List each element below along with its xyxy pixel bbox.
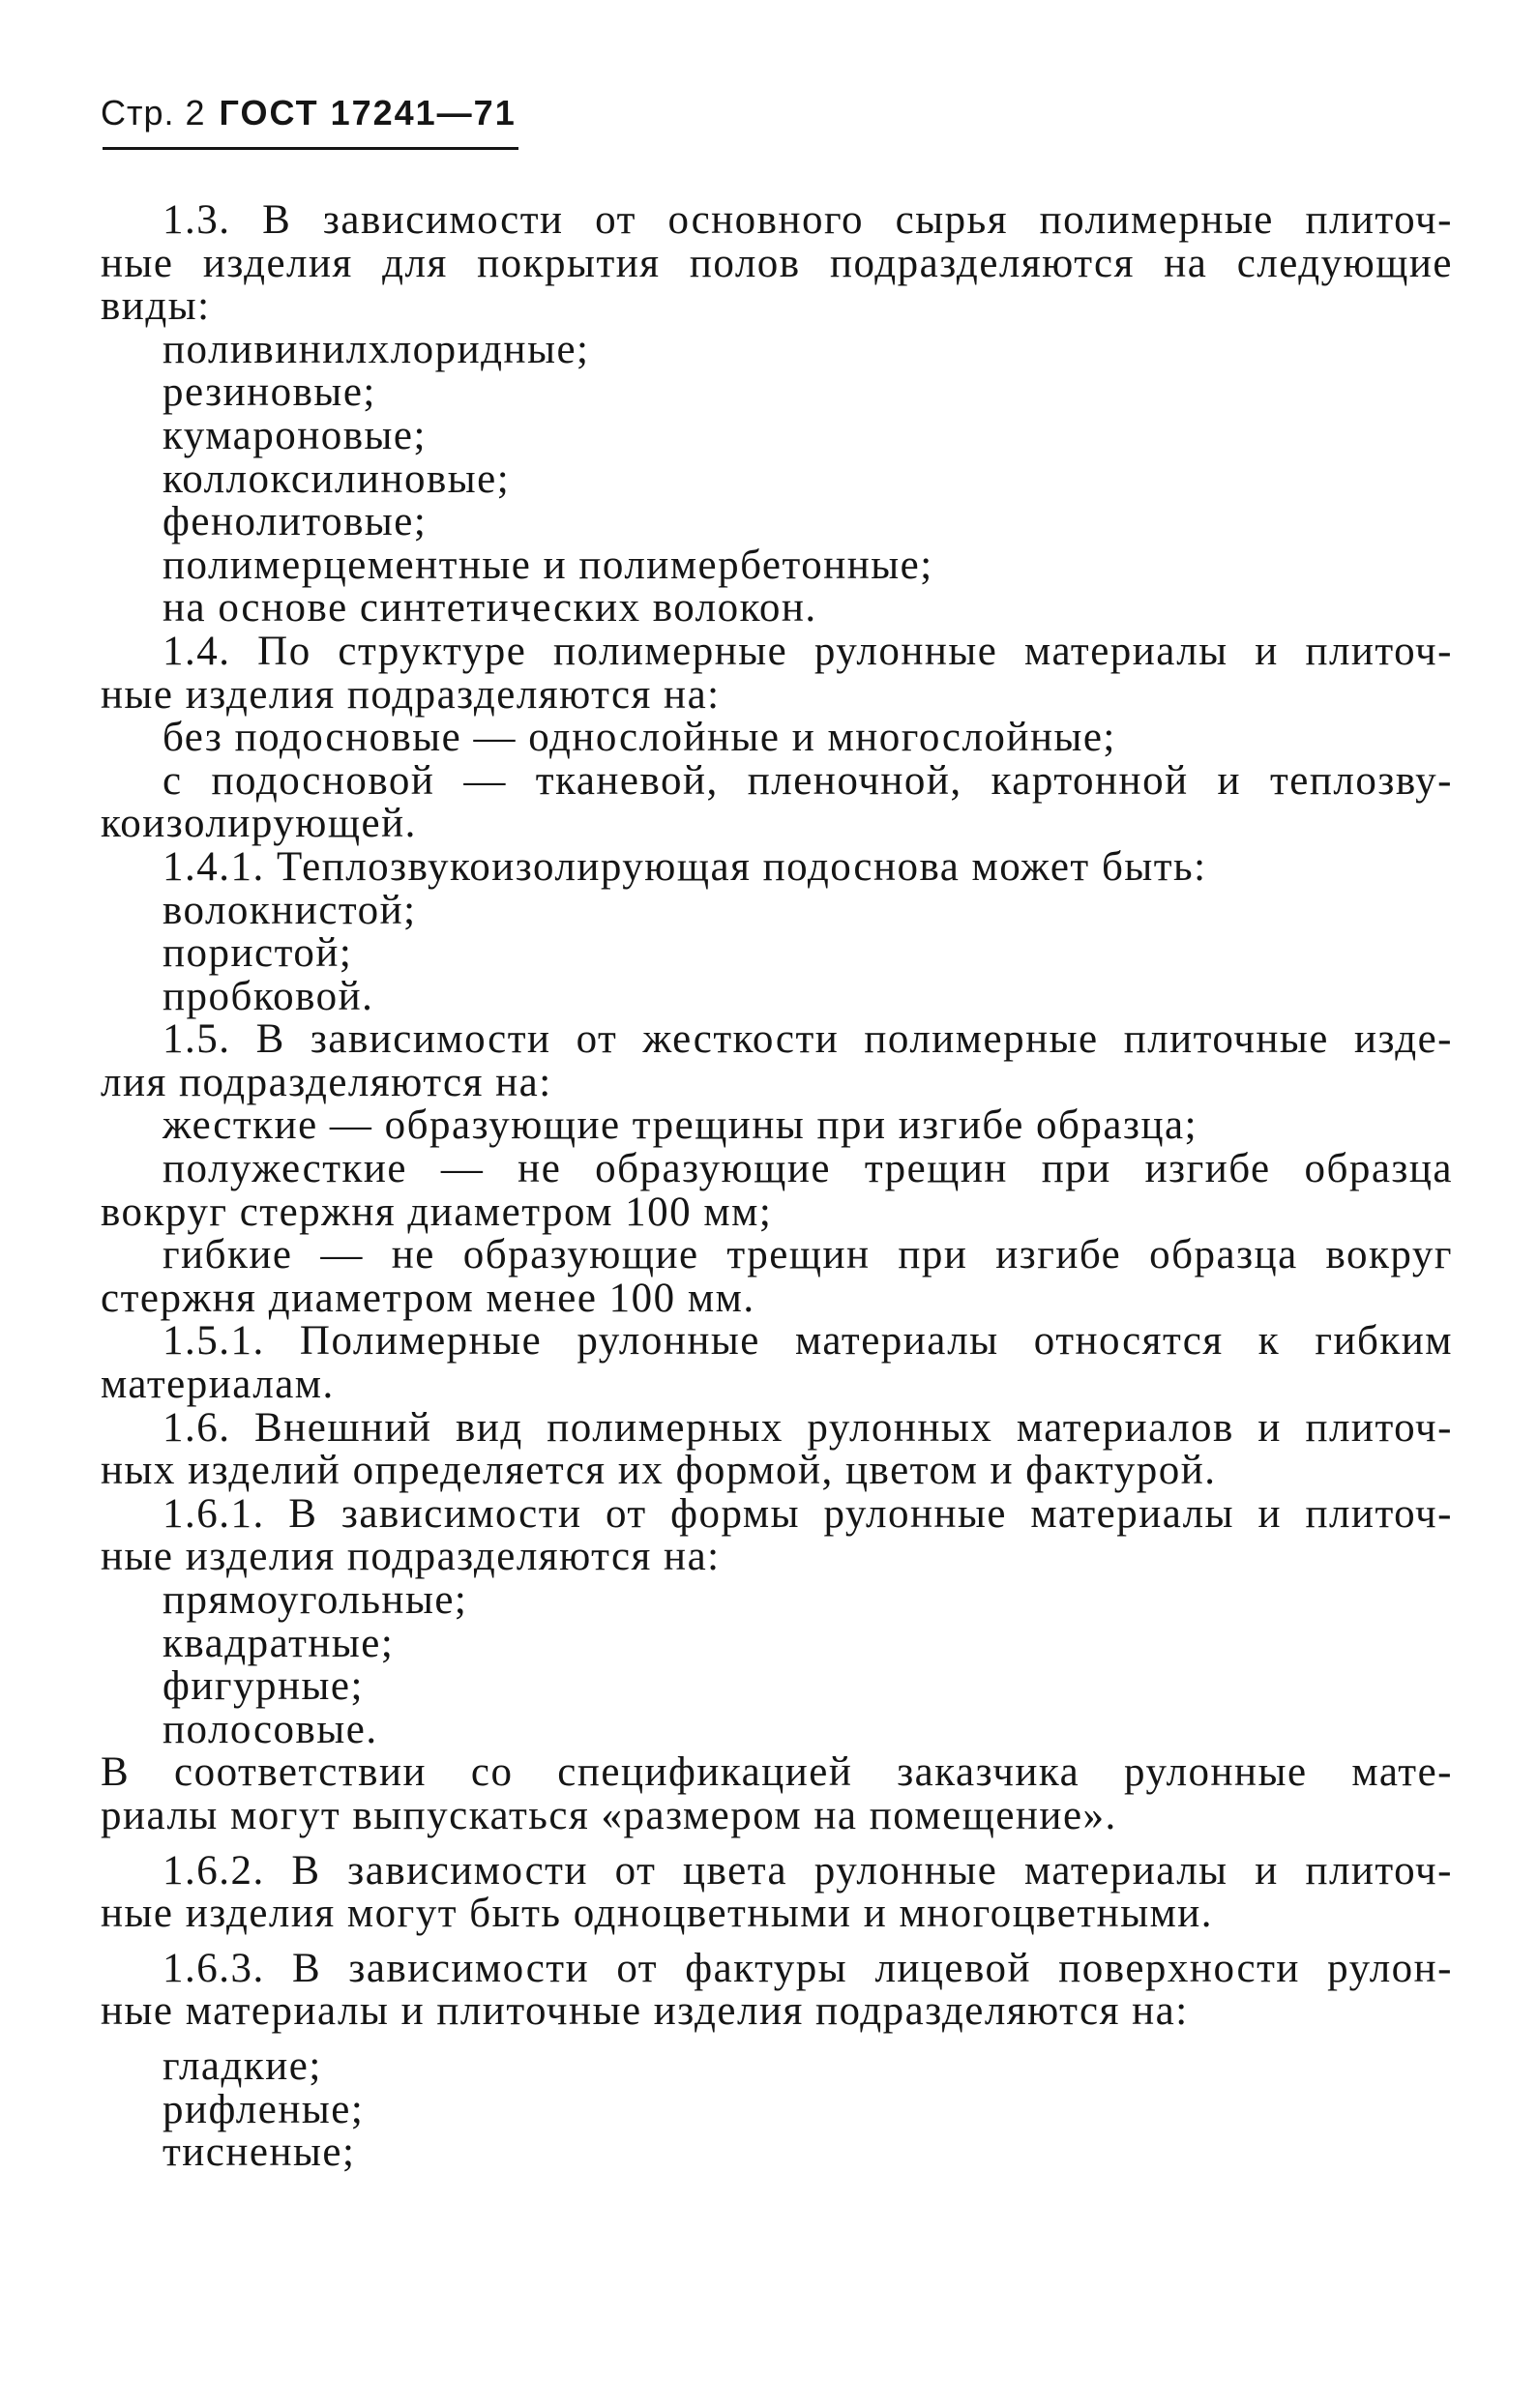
paragraph-line: риалы могут выпускаться «размером на помещение». — [101, 1792, 1117, 1838]
list-item: рифленые; — [163, 2086, 365, 2132]
paragraph-line: ных изделий определяется их формой, цветом и фактурой. — [101, 1448, 1217, 1494]
paragraph-line: материалам. — [101, 1362, 335, 1408]
list-item: квадратные; — [163, 1620, 395, 1666]
list-item: жесткие — образующие трещины при изгибе образца; — [163, 1102, 1198, 1149]
list-item: волокнистой; — [163, 887, 417, 933]
paragraph-line: ные материалы и плиточные изделия подразделяются на: — [101, 1988, 1189, 2035]
list-item: фенолитовые; — [163, 499, 428, 545]
list-item: полимерцементные и полимербетонные; — [163, 542, 933, 588]
list-item: коллоксилиновые; — [163, 455, 511, 502]
paragraph-line: ные изделия могут быть одноцветными и многоцветными. — [101, 1891, 1214, 1937]
paragraph-line: 1.6.1. В зависимости от формы рулонные материалы и плиточ- — [163, 1490, 1453, 1537]
list-item: тисненые; — [163, 2129, 356, 2176]
list-item: прямоугольные; — [163, 1577, 468, 1623]
standard-designation: ГОСТ 17241—71 — [219, 93, 517, 132]
list-item: без подосновые — однослойные и многослойные; — [163, 715, 1116, 761]
paragraph-line: 1.5. В зависимости от жесткости полимерные плиточные изде- — [163, 1016, 1453, 1063]
list-item: гладкие; — [163, 2042, 322, 2089]
list-item: полужесткие — не образующие трещин при изгибе образца — [163, 1146, 1453, 1192]
paragraph-line: 1.6. Внешний вид полимерных рулонных материалов и плиточ- — [163, 1404, 1453, 1451]
paragraph-line: лия подразделяются на: — [101, 1059, 552, 1105]
header-rule — [103, 147, 518, 150]
paragraph-line: ные изделия для покрытия полов подразделяются на следующие — [101, 240, 1453, 286]
paragraph-line: 1.5.1. Полимерные рулонные материалы относятся к гибким — [163, 1318, 1453, 1365]
list-item: пористой; — [163, 930, 353, 977]
list-item: кумароновые; — [163, 412, 427, 458]
paragraph-line: В соответствии со спецификацией заказчика рулонные мате- — [101, 1749, 1453, 1796]
paragraph-line: 1.4.1. Теплозвукоизолирующая подоснова может быть: — [163, 843, 1207, 890]
paragraph-line: 1.6.3. В зависимости от фактуры лицевой поверхности рулон- — [163, 1945, 1453, 1991]
document-body — [101, 199, 1453, 2175]
page-number: Стр. 2 — [101, 93, 206, 132]
running-header — [101, 93, 517, 133]
paragraph-line: ные изделия подразделяются на: — [101, 1534, 721, 1580]
list-item: пробковой. — [163, 973, 374, 1019]
list-item: резиновые; — [163, 369, 376, 416]
paragraph-line: вокруг стержня диаметром 100 мм; — [101, 1189, 773, 1235]
paragraph-line: 1.4. По структуре полимерные рулонные материалы и плиточ- — [163, 628, 1453, 674]
list-item: фигурные; — [163, 1663, 364, 1710]
list-item: полосовые. — [163, 1706, 378, 1752]
list-item: гибкие — не образующие трещин при изгибе образца вокруг — [163, 1232, 1453, 1278]
paragraph-line: виды: — [101, 283, 211, 330]
paragraph-line: 1.6.2. В зависимости от цвета рулонные материалы и плиточ- — [163, 1847, 1453, 1894]
list-item: с подосновой — тканевой, пленочной, картонной и теплозву- — [163, 757, 1453, 804]
list-item: поливинилхлоридные; — [163, 326, 590, 372]
paragraph-line: 1.3. В зависимости от основного сырья полимерные плиточ- — [163, 197, 1453, 243]
paragraph-line: стержня диаметром менее 100 мм. — [101, 1275, 755, 1321]
paragraph-line: коизолирующей. — [101, 801, 417, 847]
list-item: на основе синтетических волокон. — [163, 585, 817, 631]
paragraph-line: ные изделия подразделяются на: — [101, 671, 721, 718]
